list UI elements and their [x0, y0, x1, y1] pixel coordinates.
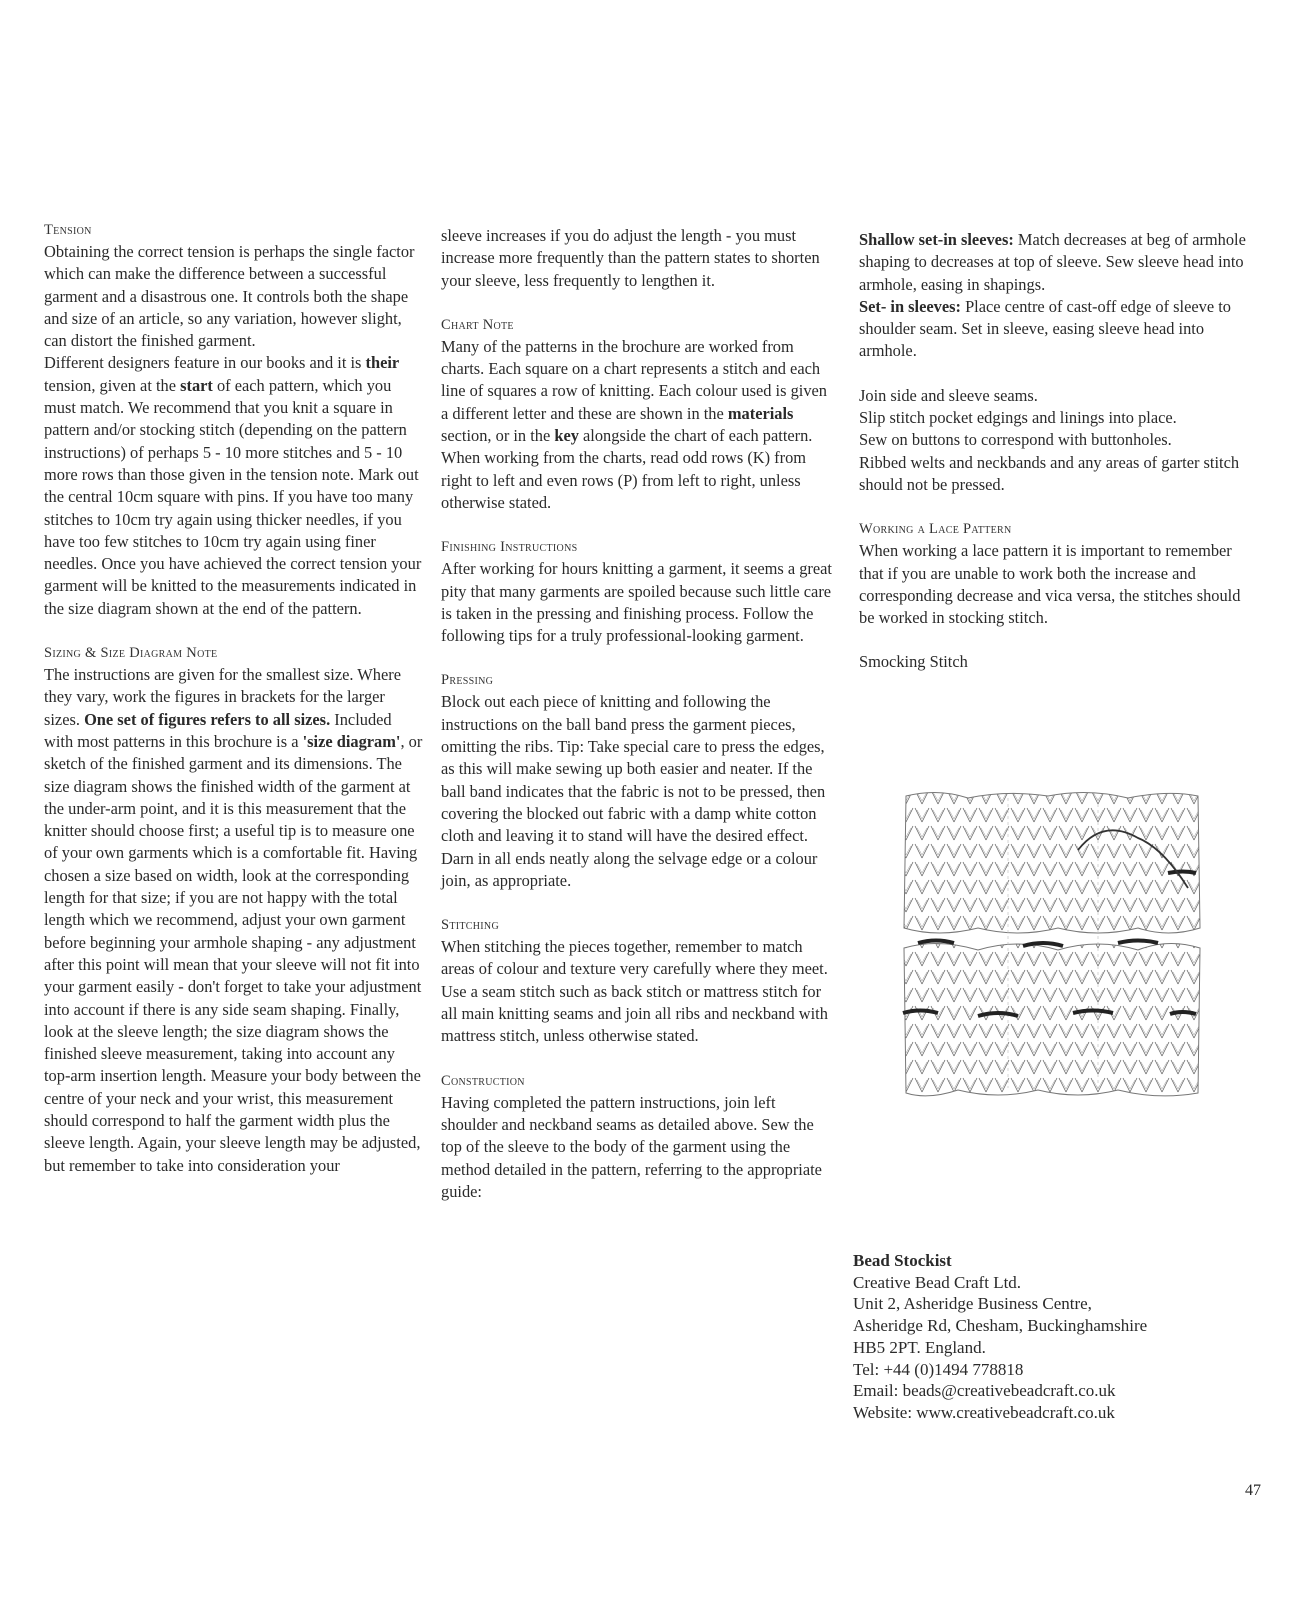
stockist-company: Creative Bead Craft Ltd. — [853, 1272, 1022, 1292]
join-seams-line: Join side and sleeve seams. — [859, 385, 1038, 405]
text-run: The instructions are given for the smallest size. Where they vary, work the figures in brackets for the larger sizes. — [44, 665, 401, 729]
tension-paragraph-1: Obtaining the correct tension is perhaps the single factor which can make the difference between a successful garment and a disastrous one. It controls both the shape and size of an article, so any variation, however slight, can distort the finished garment. — [44, 242, 415, 351]
tension-heading: Tension — [44, 222, 92, 238]
text-run: Place centre of cast-off edge of sleeve to shoulder seam. Set in sleeve, easing sleeve head into armhole. — [859, 296, 1231, 361]
buttons-line: Sew on buttons to correspond with buttonholes. — [859, 430, 1172, 450]
text-run: , or sketch of the finished garment and its dimensions. The size diagram shows the finished width of the garment at the under-arm point, and it is this measurement that the knitter should choose first; a useful tip is to measure one of your own garments which is a comfortable fit. Having chosen a size based on width, look at the corresponding length for that size; if you are not happy with the total length which we recommend, adjust your own garment before beginning your armhole shaping - any adjustment after this point will mean that your sleeve will not fit into your garment easily - don't forget to take your adjustment into account if there is any side seam shaping. Finally, look at the sleeve length; the size diagram shows the finished sleeve measurement, taking into account any top-arm insertion length. Measure your body between the centre of your neck and your wrist, this measurement should correspond to half the garment width plus the sleeve length. Again, your sleeve length may be adjusted, but remember to take into consideration your — [44, 731, 423, 1175]
column-1 — [44, 219, 424, 1177]
stitching-paragraph: When stitching the pieces together, remember to match areas of colour and texture very carefully where they meet. Use a seam stitch such as back stitch or mattress stitch for all main knitting seams and join all ribs and neckband with mattress stitch, unless otherwise stated. — [441, 937, 828, 1046]
text-run: Included with most patterns in this brochure is a — [44, 709, 392, 751]
emphasis-start: start — [180, 375, 213, 395]
emphasis-size-diagram: 'size diagram' — [302, 731, 401, 751]
setin-sleeves-paragraph — [859, 296, 1249, 363]
text-run: section, or in the — [441, 426, 555, 446]
emphasis-key: key — [554, 426, 579, 446]
column-2 — [441, 225, 833, 1203]
bead-stockist — [853, 1250, 1253, 1424]
shallow-sleeves-label: Shallow set-in sleeves: — [859, 230, 1014, 249]
emphasis-one-set: One set of figures refers to all sizes. — [84, 709, 331, 729]
chart-note-heading: Chart Note — [441, 316, 514, 333]
pressing-heading: Pressing — [441, 672, 494, 689]
stockist-phone: Tel: +44 (0)1494 778818 — [853, 1359, 1024, 1379]
slip-stitch-line: Slip stitch pocket edgings and linings into place. — [859, 408, 1177, 428]
column-3 — [859, 229, 1249, 674]
emphasis-their: their — [365, 353, 400, 373]
smocking-stitch-illustration — [898, 788, 1203, 1100]
construction-heading: Construction — [441, 1072, 525, 1089]
stockist-heading: Bead Stockist — [853, 1251, 952, 1270]
sleeve-continuation: sleeve increases if you do adjust the length - you must increase more frequently than the pattern states to shorten your sleeve, less frequently to lengthen it. — [441, 226, 820, 290]
stitching-heading: Stitching — [441, 917, 499, 934]
setin-sleeves-label: Set- in sleeves: — [859, 296, 961, 316]
text-run: of each pattern, which you must match. We recommend that you knit a square in pattern and/or stocking stitch (depending on the pattern instructions) of perhaps 5 - 10 more stitches and 5 - 10 more rows than those given in the tension note. Mark out the central 10cm square with pins. If you have too many stitches to 10cm try again using thicker needles, if you have too few stitches to 10cm try again using finer needles. Once you have achieved the correct tension your garment will be knitted to the measurements indicated in the size diagram shown at the end of the pattern. — [44, 375, 422, 618]
finishing-paragraph: After working for hours knitting a garment, it seems a great pity that many garments are spoiled because such little care is taken in the pressing and finishing process. Follow the following tips for a truly professional-looking garment. — [441, 559, 832, 646]
lace-heading: Working a Lace Pattern — [859, 521, 1012, 538]
stockist-website: Website: www.creativebeadcraft.co.uk — [853, 1402, 1115, 1422]
text-run: Match decreases at beg of armhole shaping to decreases at top of sleeve. Sew sleeve head into armhole, easing in shapings. — [859, 230, 1246, 294]
stockist-email: Email: beads@creativebeadcraft.co.uk — [853, 1381, 1116, 1401]
shallow-sleeves-paragraph — [859, 229, 1249, 296]
text-run: alongside the chart of each pattern. When working from the charts, read odd rows (K) from right to left and even rows (P) from left to right, unless otherwise stated. — [441, 426, 813, 512]
text-run: tension, given at the — [44, 375, 181, 395]
stockist-address-2: Asheridge Rd, Chesham, Buckinghamshire — [853, 1316, 1148, 1336]
lace-paragraph: When working a lace pattern it is important to remember that if you are unable to work both the increase and corresponding decrease and vica versa, the stitches should be worked in stocking stitch. — [859, 541, 1241, 628]
pressing-paragraph: Block out each piece of knitting and following the instructions on the ball band press the garment pieces, omitting the ribs. Tip: Take special care to press the edges, as this will make sewing up both easier and neater. If the ball band indicates that the fabric is not to be pressed, then covering the blocked out fabric with a damp white cotton cloth and leaving it to stand will have the desired effect. Darn in all ends neatly along the selvage edge or a colour join, as appropriate. — [441, 692, 826, 890]
text-run: Many of the patterns in the brochure are worked from charts. Each square on a chart represents a stitch and each line of squares a row of knitting. Each colour used is given a different letter and these are shown in the — [441, 336, 827, 423]
smocking-caption: Smocking Stitch — [859, 652, 968, 672]
stockist-address-1: Unit 2, Asheridge Business Centre, — [853, 1294, 1092, 1314]
page-number: 47 — [1245, 1482, 1261, 1499]
chart-note-paragraph — [441, 336, 833, 514]
ribbed-welts-line: Ribbed welts and neckbands and any areas of garter stitch should not be pressed. — [859, 452, 1240, 494]
tension-paragraph-2 — [44, 352, 424, 620]
sizing-heading: Sizing & Size Diagram Note — [44, 645, 218, 662]
stockist-address-3: HB5 2PT. England. — [853, 1337, 986, 1357]
finishing-heading: Finishing Instructions — [441, 539, 578, 556]
sizing-paragraph — [44, 664, 424, 1177]
construction-paragraph: Having completed the pattern instructions, join left shoulder and neckband seams as detailed above. Sew the top of the sleeve to the body of the garment using the method detailed in the pattern, referring to the appropriate guide: — [441, 1092, 822, 1201]
emphasis-materials: materials — [727, 403, 794, 423]
text-run: Different designers feature in our books and it is — [44, 353, 366, 373]
